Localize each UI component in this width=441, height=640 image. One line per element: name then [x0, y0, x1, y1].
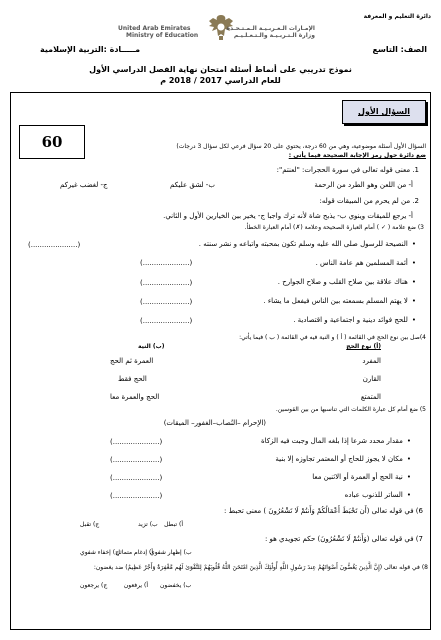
moe-arabic: وزارة الـتـربـيـة والـتـعـلـيـم — [233, 32, 315, 39]
q3-statement: • للحج فوائد دينية و اجتماعية و اقتصادية . — [293, 316, 416, 325]
q7-option-a[interactable]: أ) إدغام متماثل — [115, 549, 153, 556]
q7-stem: 7) في قوله تعالى (وَأَنتُمْ لَا تَشْعُرُونَ) حكم تجويدي هو : — [264, 535, 423, 543]
q6-option-c[interactable]: ج) تقبل — [80, 521, 100, 528]
q3-statement: • النصيحة للرسول صلى الله عليه وسلم تكون بمحبته واتباعه و نشر سنته . — [199, 240, 416, 249]
intro-line1: السؤال الأول أسئلة موضوعية، وهي من 60 درجة، يحتوي على 20 سؤال فرعي لكل سؤال 3 درجات) — [176, 143, 426, 150]
q5-statement: • نية الحج أو العمرة أو الاثنين معا — [312, 473, 411, 482]
q4-column-b-header: (ب) النية — [138, 343, 165, 350]
q2-stem: 2. من لم يحرم من المبيقات قوله: — [319, 197, 419, 205]
exam-title: نموذج تدريبي على أنماط أسئلة امتحان نهاية الفصل الدراسي الأول — [89, 65, 352, 74]
q5-answer-blank[interactable]: (.....................) — [110, 438, 163, 446]
section-title: السؤال الأول — [358, 107, 410, 116]
q4-column-b-item[interactable]: الحج والعمرة معا — [110, 393, 160, 401]
q3-statement: • أئمة المسلمين هم عامة الناس . — [316, 259, 416, 268]
q4-column-a-header: (أ) نوع الحج — [346, 343, 381, 350]
uae-english: United Arab Emirates — [118, 25, 191, 32]
q4-stem: 4)صل بين نوع الحج في القائمة ( أ ) و النية فيه في القائمة ( ب ) فيما يأتي: — [239, 334, 426, 341]
q3-statement: • هناك علاقة بين صلاح القلب و صلاح الجوارح . — [278, 278, 416, 287]
exam-year: للعام الدراسي 2017 / 2018 م — [160, 76, 281, 85]
q6-option-b[interactable]: ب) تزيد — [138, 521, 158, 528]
q8-option-c[interactable]: ج) يرجعون — [80, 582, 108, 589]
q4-column-b-item[interactable]: العمرة ثم الحج — [110, 357, 154, 365]
department-label: دائرة التعليم و المعرفة — [363, 13, 431, 20]
q5-statement: • مقدار محدد شرعا إذا بلغه المال وجبت فيه الزكاة — [261, 437, 411, 446]
q4-column-b-item[interactable]: الحج فقط — [118, 375, 147, 383]
q3-statement: • لا يهتم المسلم بسمعته بين الناس فيفعل ما يشاء . — [263, 297, 416, 306]
q1-stem: 1. معنى قوله تعالى في سورة الحجرات: "لعنتم": — [276, 166, 419, 174]
q5-word-bank: (الإحرام –النُصاب–الغفور– الميقات) — [163, 419, 266, 427]
q3-answer-blank[interactable]: (.....................) — [140, 279, 193, 287]
q4-column-a-item[interactable]: المتمتع — [360, 393, 381, 401]
q3-answer-blank[interactable]: (.....................) — [140, 298, 193, 306]
q5-answer-blank[interactable]: (.....................) — [110, 492, 163, 500]
q5-stem: 5) ضع أمام كل عبارة الكلمات التي تناسبها من بين القوسين. — [275, 406, 426, 413]
q6-option-a[interactable]: أ) تبطل — [164, 521, 183, 528]
section-title-box — [342, 100, 426, 124]
q1-option-c[interactable]: ج- لغضب غيركم — [60, 181, 108, 189]
q3-answer-blank[interactable]: (.....................) — [140, 317, 193, 325]
score-box: 60 — [19, 125, 85, 159]
q7-option-b[interactable]: ب) إظهار شفوي — [150, 549, 192, 556]
q5-statement: • مكان لا يجوز للحاج أو المعتمر تجاوزه إلا بنية — [275, 455, 411, 464]
q4-column-a-item[interactable]: المفرد — [362, 357, 381, 365]
q5-answer-blank[interactable]: (.....................) — [110, 474, 163, 482]
subject-label: مـــــادة :التربية الإسلامية — [40, 45, 141, 54]
q3-stem: 3) ضع علامة ( ✓ ) أمام العبارة الصحيحة وعلامة (✗) أمام العبارة الخطأ. — [244, 224, 424, 231]
q2-options[interactable]: أ- يرجع للميقات وينوي ب- يذبح شاة لأنه ترك واجبا ج- يخير بين الخيارين الأول و الثاني. — [163, 212, 413, 220]
q8-option-b[interactable]: ب) يخفضون — [160, 582, 192, 589]
intro-line2: ضع دائرة حول رمز الإجابة الصحيحة فيما يأتي : — [288, 152, 426, 159]
q4-column-a-item[interactable]: القارن — [362, 375, 381, 383]
q8-option-a[interactable]: أ) يرفعون — [123, 582, 148, 589]
q1-option-b[interactable]: ب- لشق عليكم — [170, 181, 215, 189]
uae-arabic: الإمـارات الـعـربـيـة الـمـتـحـدة — [226, 25, 315, 32]
q3-answer-blank[interactable]: (.....................) — [140, 259, 193, 267]
grade-label: الصف: التاسع — [372, 45, 427, 54]
q6-stem: 6) في قوله تعالى (أَن تَحْبَطَ أَعْمَالُكُمْ وَأَنتُمْ لَا تَشْعُرُونَ ) معنى تحبط : — [224, 507, 423, 515]
q1-option-a[interactable]: أ- من اللعن وهو الطرد من الرحمة — [314, 181, 413, 189]
q5-statement: • الساتر للذنوب عباده — [345, 491, 411, 500]
q5-answer-blank[interactable]: (.....................) — [110, 456, 163, 464]
q8-stem: 8) في قوله تعالى (إِنَّ الَّذِينَ يَغُضُّونَ أَصْوَاتَهُمْ عِندَ رَسُولِ اللَّهِ أُولَٰئِكَ الَّذِينَ امْتَحَنَ اللَّهُ قُلُوبَهُمْ لِلتَّقْوَىٰ لَهُم مَّغْفِرَةٌ وَأَجْرٌ عَظِيمٌ) ضد يغضون: — [93, 564, 428, 571]
moe-english: Ministry of Education — [126, 32, 199, 39]
q7-option-c[interactable]: ج) إخفاء شفوي — [80, 549, 119, 556]
q3-answer-blank[interactable]: (.....................) — [28, 241, 81, 249]
